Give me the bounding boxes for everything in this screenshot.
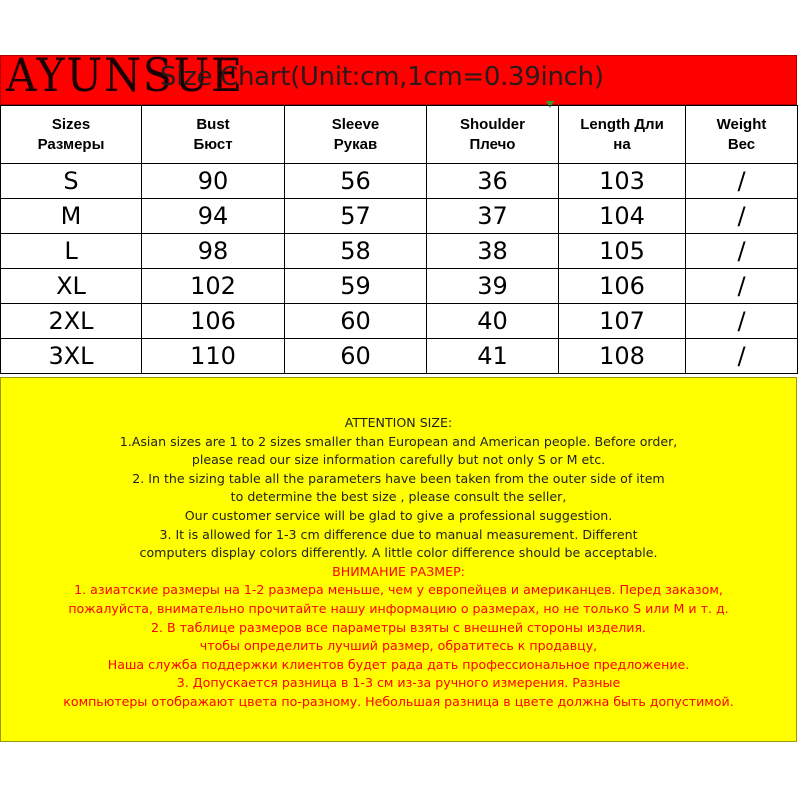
table-row xyxy=(1,164,798,199)
cell-bust: 90 xyxy=(142,164,285,199)
cell-sleeve: 58 xyxy=(285,234,427,269)
cell-weight: / xyxy=(686,199,798,234)
attention-notes xyxy=(0,377,797,742)
cell-bust: 94 xyxy=(142,199,285,234)
notes-ru-line: Наша служба поддержки клиентов будет рада дать профессиональное предложение. xyxy=(107,656,690,672)
cell-sleeve: 59 xyxy=(285,269,427,304)
cell-size: S xyxy=(1,164,142,199)
chart-title: Size Chart(Unit:cm,1cm=0.39inch) xyxy=(160,62,604,92)
cell-size: 3XL xyxy=(1,339,142,374)
notes-en-line: to determine the best size , please consult the seller, xyxy=(230,489,567,505)
notes-en-line: please read our size information carefully but not only S or M etc. xyxy=(191,452,606,468)
table-row xyxy=(1,199,798,234)
cell-weight: / xyxy=(686,234,798,269)
cell-shoulder: 41 xyxy=(427,339,559,374)
cell-shoulder: 38 xyxy=(427,234,559,269)
cell-length: 104 xyxy=(559,199,686,234)
cell-size: M xyxy=(1,199,142,234)
notes-en-line: 1.Asian sizes are 1 to 2 sizes smaller than European and American people. Before order, xyxy=(119,433,678,449)
cell-size: XL xyxy=(1,269,142,304)
cell-length: 103 xyxy=(559,164,686,199)
notes-ru-line: пожалуйста, внимательно прочитайте нашу информацию о размерах, но не только S или M и т. д. xyxy=(68,600,729,616)
header-length: Length Дли на xyxy=(559,106,686,164)
notes-ru-line: 1. азиатские размеры на 1-2 размера меньше, чем у европейцев и американцев. Перед заказом, xyxy=(74,582,723,598)
header-bust: Bust Бюст xyxy=(142,106,285,164)
notes-ru-line: ВНИМАНИЕ РАЗМЕР: xyxy=(332,563,465,579)
table-row xyxy=(1,269,798,304)
size-table xyxy=(0,105,798,374)
notes-en-line: computers display colors differently. A little color difference should be acceptable. xyxy=(139,545,658,561)
header-sizes: Sizes Размеры xyxy=(1,106,142,164)
table-row xyxy=(1,339,798,374)
cell-shoulder: 39 xyxy=(427,269,559,304)
cell-bust: 98 xyxy=(142,234,285,269)
header-shoulder: Shoulder Плечо xyxy=(427,106,559,164)
notes-en-line: 2. In the sizing table all the parameters have been taken from the outer side of item xyxy=(132,470,665,486)
cell-sleeve: 57 xyxy=(285,199,427,234)
header-row xyxy=(1,106,798,164)
notes-ru-line: 3. Допускается разница в 1-3 см из-за ручного измерения. Разные xyxy=(176,675,621,691)
cell-sleeve: 60 xyxy=(285,339,427,374)
header-sleeve: Sleeve Рукав xyxy=(285,106,427,164)
notes-en-line: ATTENTION SIZE: xyxy=(344,415,453,430)
cell-length: 108 xyxy=(559,339,686,374)
cell-bust: 102 xyxy=(142,269,285,304)
cell-bust: 106 xyxy=(142,304,285,339)
cell-size: 2XL xyxy=(1,304,142,339)
notes-en-line: 3. It is allowed for 1-3 cm difference due to manual measurement. Different xyxy=(159,526,638,542)
cell-size: L xyxy=(1,234,142,269)
cell-weight: / xyxy=(686,339,798,374)
notes-ru-line: 2. В таблице размеров все параметры взяты с внешней стороны изделия. xyxy=(150,619,647,635)
cell-bust: 110 xyxy=(142,339,285,374)
cell-weight: / xyxy=(686,269,798,304)
cell-sleeve: 56 xyxy=(285,164,427,199)
brand-logo: AYUNSUE xyxy=(6,48,244,102)
cell-weight: / xyxy=(686,164,798,199)
cell-length: 105 xyxy=(559,234,686,269)
notes-ru-line: компьютеры отображают цвета по-разному. Небольшая разница в цвете должна быть допустимой. xyxy=(63,693,734,709)
cell-shoulder: 36 xyxy=(427,164,559,199)
table-row xyxy=(1,304,798,339)
header-weight: Weight Вес xyxy=(686,106,798,164)
table-row xyxy=(1,234,798,269)
cell-sleeve: 60 xyxy=(285,304,427,339)
cell-length: 106 xyxy=(559,269,686,304)
cell-shoulder: 40 xyxy=(427,304,559,339)
cell-length: 107 xyxy=(559,304,686,339)
cell-weight: / xyxy=(686,304,798,339)
notes-en-line: Our customer service will be glad to give a professional suggestion. xyxy=(184,507,613,523)
notes-ru-line: чтобы определить лучший размер, обратитесь к продавцу, xyxy=(199,638,598,654)
cell-shoulder: 37 xyxy=(427,199,559,234)
